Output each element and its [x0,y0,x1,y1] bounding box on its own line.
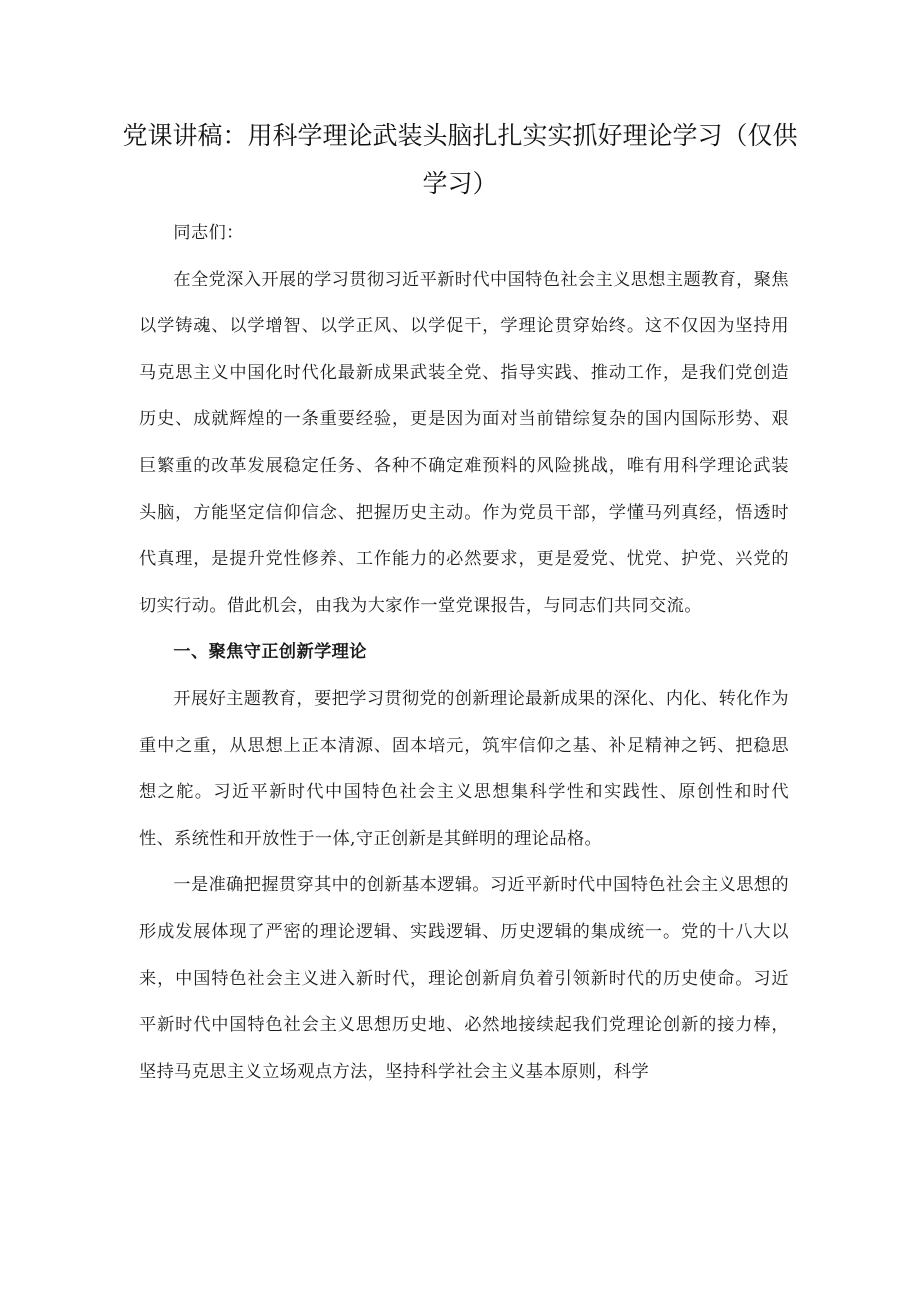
section-heading: 一、聚焦守正创新学理论 [173,642,367,663]
intro-paragraph: 在全党深入开展的学习贯彻习近平新时代中国特色社会主义思想主题教育，聚焦以学铸魂、以学增智、以学正风、以学促干，学理论贯穿始终。这不仅因为坚持用马克思主义中国化时代化最新成果武装全党、指导实践、推动工作，是我们党创造历史、成就辉煌的一条重要经验，更是因为面对当前错综复杂的国内国际形势、艰巨繁重的改革发展稳定任务、各种不确定难预料的风险挑战，唯有用科学理论武装头脑，方能坚定信仰信念、把握历史主动。作为党员干部，学懂马列真经，悟透时代真理，是提升党性修养、工作能力的必然要求，更是爱党、忧党、护党、兴党的切实行动。借此机会，由我为大家作一堂党课报告，与同志们共同交流。 [139,269,789,616]
document-body [139,210,789,1095]
document-title: 党课讲稿：用科学理论武装头脑扎扎实实抓好理论学习（仅供学习） [122,121,798,198]
section-paragraph: 一是准确把握贯穿其中的创新基本逻辑。习近平新时代中国特色社会主义思想的形成发展体现了严密的理论逻辑、实践逻辑、历史逻辑的集成统一。党的十八大以来，中国特色社会主义进入新时代，理论创新肩负着引领新时代的历史使命。习近平新时代中国特色社会主义思想历史地、必然地接续起我们党理论创新的接力棒，坚持马克思主义立场观点方法，坚持科学社会主义基本原则，科学 [139,875,789,1082]
salutation: 同志们： [173,223,244,243]
section-paragraph: 开展好主题教育，要把学习贯彻党的创新理论最新成果的深化、内化、转化作为重中之重，从思想上正本清源、固本培元，筑牢信仰之基、补足精神之钙、把稳思想之舵。习近平新时代中国特色社会主义思想集科学性和实践性、原创性和时代性、系统性和开放性于一体,守正创新是其鲜明的理论品格。 [139,688,789,849]
